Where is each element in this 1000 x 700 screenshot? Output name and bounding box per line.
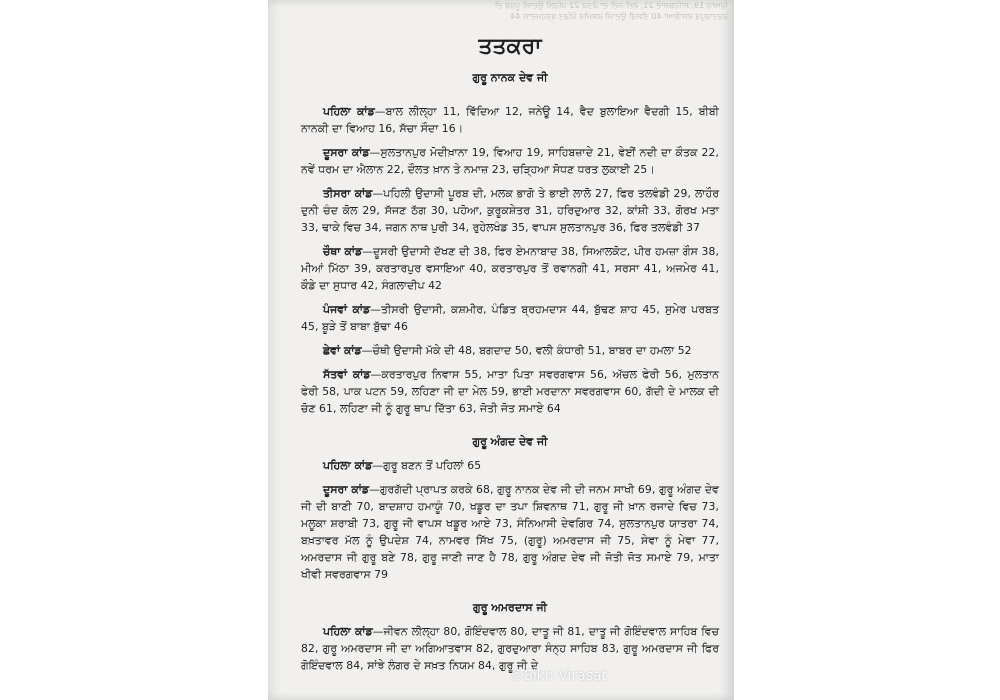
page-title: ਤਤਕਰਾ [478,34,542,59]
toc-entry [301,481,719,583]
entry-label: ਤੀਸਰਾ ਕਾਂਡ [323,187,373,200]
entry-text: —ਪਹਿਲੀ ਉਦਾਸੀ ਪੂਰਬ ਦੀ, ਮਲਕ ਭਾਗੋ ਤੇ ਭਾਈ ਲਾਲੋ 27, ਫਿਰ ਤਲਵੰਡੀ 29, ਲਾਹੌਰ ਦੁਨੀ ਚੰਦ ਕੋਲ 29, ਸੱਜਣ ਠੱਗ 30, ਪਹੋਆ, ਕੁਰੂਕਸ਼ੇਤਰ 31, ਹਰਿਦੁਆਰ 32, ਕਾਂਸ਼ੀ 33, ਗੋਰਖ ਮਤਾ 33, ਢਾਕੇ ਵਿਚ 34, ਜਗਨ ਨਾਥ ਪੁਰੀ 34, ਰੁਹੇਲਖੰਡ 35, ਵਾਪਸ ਸੁਲਤਾਨਪੁਰ 36, ਫਿਰ ਤਲਵੰਡੀ 37 [301,187,719,234]
bleed-through-text: ਵਿਆਹ 19, ਸਾਹਿਬਜ਼ਾਦੇ 21, ਵੇਈਂ ਨਦੀ ਦਾ ਕੌਤਕ 22 ਪਹਿਲੀ ਉਦਾਸੀ ਪੂਰਬ ਦੀ ਕਰਤਾਰਪੁਰ ਵਸਾਇਆ 40 ਤੀਸਰੀ ਉਦਾਸੀ ਕਸ਼ਮੀਰ ਪੰਡਿਤ ਬ੍ਰਹਮਦਾਸ 44 [494,1,728,21]
entry-label: ਛੇਵਾਂ ਕਾਂਡ [323,344,362,357]
entry-text: —ਤੀਸਰੀ ਉਦਾਸੀ, ਕਸ਼ਮੀਰ, ਪੰਡਿਤ ਬ੍ਰਹਮਦਾਸ 44, ਬੁੱਢਣ ਸ਼ਾਹ 45, ਸੁਮੇਰ ਪਰਬਤ 45, ਬੂੜੇ ਤੋਂ ਬਾਬਾ ਬੁੱਢਾ 46 [301,303,720,333]
toc-entry [301,342,719,359]
entry-label: ਸੱਤਵਾਂ ਕਾਂਡ [323,368,371,381]
entry-label: ਦੂਸਰਾ ਕਾਂਡ [323,483,370,496]
toc-entry [301,144,719,178]
entry-text: —ਜੀਵਨ ਲੀਲ੍ਹਾ 80, ਗੋਇੰਦਵਾਲ 80, ਦਾਤੂ ਜੀ 81, ਦਾਤੂ ਜੀ ਗੋਇੰਦਵਾਲ ਸਾਹਿਬ ਵਿਚ 82, ਗੁਰੂ ਅਮਰਦਾਸ ਜੀ ਦਾ ਅਗਿਆਤਵਾਸ 82, ਗੁਰਦੁਆਰਾ ਸੰਨ੍ਹ ਸਾਹਿਬ 83, ਗੁਰੂ ਅਮਰਦਾਸ ਜੀ ਫਿਰ ਗੋਇੰਦਵਾਲ 84, ਸਾਂਝੇ ਲੰਗਰ ਦੇ ਸਖ਼ਤ ਨਿਯਮ 84, ਗੁਰੂ ਜੀ ਦੇ [301,625,719,672]
entry-text: —ਚੌਥੀ ਉਦਾਸੀ ਮੱਕੇ ਦੀ 48, ਬਗਦਾਦ 50, ਵਲੀ ਕੰਧਾਰੀ 51, ਬਾਬਰ ਦਾ ਹਮਲਾ 52 [361,344,692,357]
entry-text: —ਗੁਰੂ ਬਣਨ ਤੋਂ ਪਹਿਲਾਂ 65 [372,459,482,472]
entry-text: —ਕਰਤਾਰਪੁਰ ਨਿਵਾਸ 55, ਮਾਤਾ ਪਿਤਾ ਸਵਰਗਵਾਸ 56, ਅੱਚਲ ਫੇਰੀ 56, ਮੁਲਤਾਨ ਫੇਰੀ 58, ਪਾਕ ਪਟਨ 59, ਲਹਿਣਾ ਜੀ ਦਾ ਮੇਲ 59, ਭਾਈ ਮਰਦਾਨਾ ਸਵਰਗਵਾਸ 60, ਗੱਦੀ ਦੇ ਮਾਲਕ ਦੀ ਚੋਣ 61, ਲਹਿਣਾ ਜੀ ਨੂੰ ਗੁਰੂ ਥਾਪ ਦਿੱਤਾ 63, ਜੋਤੀ ਜੋਤ ਸਮਾਏ 64 [301,368,719,415]
toc-content [301,34,719,681]
entry-text: —ਬਾਲ ਲੀਲ੍ਹਾ 11, ਵਿੱਦਿਆ 12, ਜਨੇਊ 14, ਵੈਦ ਬੁਲਾਇਆ ਵੈਦਗੀ 15, ਬੀਬੀ ਨਾਨਕੀ ਦਾ ਵਿਆਹ 16, ਸੱਚਾ ਸੌਦਾ 16। [301,105,719,135]
toc-entry [301,185,719,236]
entry-text: —ਸੁਲਤਾਨਪੁਰ ਮੋਦੀਖ਼ਾਨਾ 19, ਵਿਆਹ 19, ਸਾਹਿਬਜ਼ਾਦੇ 21, ਵੇਈਂ ਨਦੀ ਦਾ ਕੌਤਕ 22, ਨਵੇਂ ਧਰਮ ਦਾ ਐਲਾਨ 22, ਦੌਲਤ ਖ਼ਾਨ ਤੇ ਨਮਾਜ਼ 23, ਚੜ੍ਹਿਆ ਸੋਧਣ ਧਰਤ ਲੁਕਾਈ 25। [301,146,719,176]
entry-label: ਪਹਿਲਾ ਕਾਂਡ [323,459,373,472]
section-heading-guru-amardas: ਗੁਰੂ ਅਮਰਦਾਸ ਜੀ [473,601,547,614]
toc-entry [301,301,719,335]
entry-label: ਚੌਥਾ ਕਾਂਡ [323,245,363,258]
section-heading-guru-nanak: ਗੁਰੂ ਨਾਨਕ ਦੇਵ ਜੀ [472,71,548,84]
toc-entry [301,623,719,674]
entry-label: ਪੰਜਵਾਂ ਕਾਂਡ [323,303,371,316]
entry-label: ਦੂਸਰਾ ਕਾਂਡ [323,146,370,159]
section-heading-guru-angad: ਗੁਰੂ ਅੰਗਦ ਦੇਵ ਜੀ [472,435,548,448]
toc-entry [301,243,719,294]
watermark: ©Sikh Virasat [510,668,608,684]
entry-text: —ਦੂਸਰੀ ਉਦਾਸੀ ਦੱਖਣ ਦੀ 38, ਫਿਰ ਏਮਨਾਬਾਦ 38, ਸਿਆਲਕੋਟ, ਪੀਰ ਹਮਜ਼ਾ ਗੌਸ 38, ਮੀਆਂ ਮਿੱਠਾ 39, ਕਰਤਾਰਪੁਰ ਵਸਾਇਆ 40, ਕਰਤਾਰਪੁਰ ਤੋਂ ਰਵਾਨਗੀ 41, ਸਰਸਾ 41, ਅਜਮੇਰ 41, ਕੌਡੇ ਦਾ ਸੁਧਾਰ 42, ਸੰਗਲਾਦੀਪ 42 [301,245,720,292]
entry-label: ਪਹਿਲਾ ਕਾਂਡ [323,625,373,638]
toc-entry [301,366,719,417]
book-page [268,0,734,700]
toc-entry [301,457,719,474]
toc-entry [301,103,719,137]
entry-label: ਪਹਿਲਾ ਕਾਂਡ [323,105,375,118]
entry-text: —ਗੁਰਗੱਦੀ ਪ੍ਰਾਪਤ ਕਰਕੇ 68, ਗੁਰੂ ਨਾਨਕ ਦੇਵ ਜੀ ਦੀ ਜਨਮ ਸਾਖੀ 69, ਗੁਰੂ ਅੰਗਦ ਦੇਵ ਜੀ ਦੀ ਬਾਣੀ 70, ਬਾਦਸ਼ਾਹ ਹਮਾਯੂੰ 70, ਖਡੂਰ ਦਾ ਤਪਾ ਸ਼ਿਵਨਾਥ 71, ਗੁਰੂ ਜੀ ਖ਼ਾਨ ਰਜਾਦੇ ਵਿਚ 73, ਮਲੂਕਾ ਸ਼ਰਾਬੀ 73, ਗੁਰੂ ਜੀ ਵਾਪਸ ਖਡੂਰ ਆਏ 73, ਸੰਨਿਆਸੀ ਦੇਵਗਿਰ 74, ਸੁਲਤਾਨਪੁਰ ਯਾਤਰਾ 74, ਬਖ਼ਤਾਵਰ ਮੱਲ ਨੂੰ ਉਪਦੇਸ਼ 74, ਨਾਮਵਰ ਸਿੱਖ 75, (ਗੁਰੂ) ਅਮਰਦਾਸ ਜੀ 75, ਸੇਵਾ ਨੂੰ ਮੇਵਾ 77, ਅਮਰਦਾਸ ਜੀ ਗੁਰੂ ਬਣੇ 78, ਗੁਰੂ ਜਾਣੀ ਜਾਣ ਹੈ 78, ਗੁਰੂ ਅੰਗਦ ਦੇਵ ਜੀ ਜੋਤੀ ਜੋਤ ਸਮਾਏ 79, ਮਾਤਾ ਖੀਵੀ ਸਵਰਗਵਾਸ 79 [301,483,719,581]
